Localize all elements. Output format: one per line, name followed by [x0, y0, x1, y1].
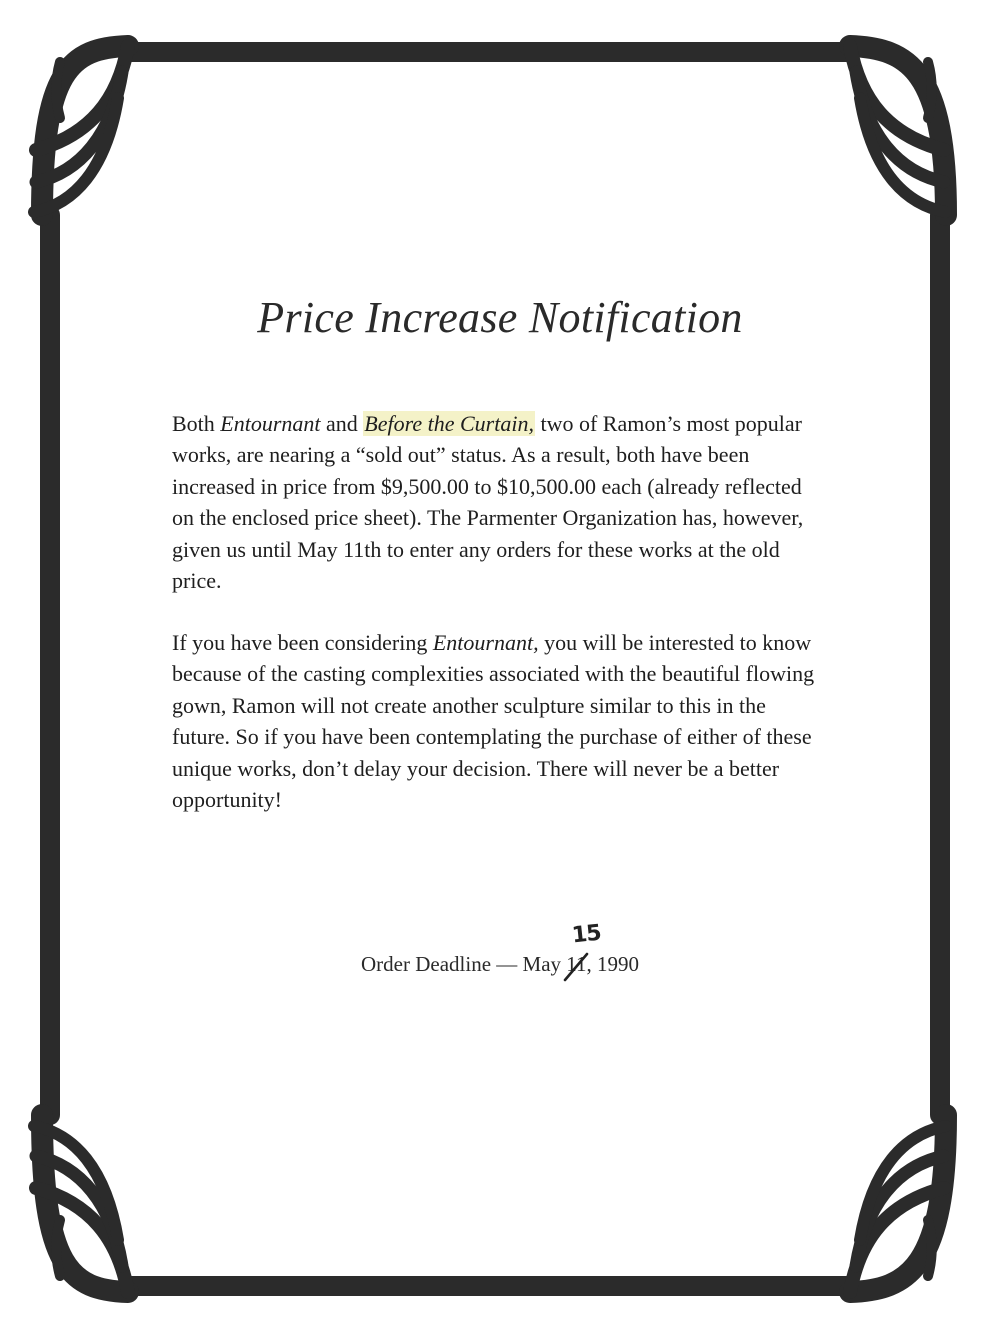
ornament-top-right — [850, 46, 946, 215]
para2-text-1: If you have been considering — [172, 630, 433, 655]
para2-text-2: you will be interested to know because of the casting complexities associated with the beautiful flowing gown, Ramon will not create another sculpture similar to this in the future. So if you have been contemplating the purchase of either of these unique works, don’t delay your decision. There will never be a better opportunity! — [172, 630, 815, 813]
work-title-entournant: Entournant — [220, 411, 321, 436]
ornament-top-left — [34, 46, 128, 215]
handwritten-strikethrough — [563, 952, 589, 982]
deadline-original-day-text: 11 — [566, 952, 587, 976]
para1-text-2: and — [320, 411, 364, 436]
ornament-bottom-left — [34, 1115, 128, 1292]
work-title-before-the-curtain: Before the Curtain, — [364, 411, 534, 436]
deadline-label: Order Deadline — May — [361, 952, 567, 976]
deadline-original-day — [566, 920, 603, 977]
deadline-year: , 1990 — [586, 952, 639, 976]
paragraph-price-increase — [172, 408, 822, 596]
paragraph-entournant-note — [172, 627, 822, 815]
para1-text-1: Both — [172, 411, 221, 436]
handwritten-correction-day: 15 — [571, 920, 603, 949]
para1-text-3: two of Ramon’s most popular works, are nearing a “sold out” status. As a result, both have been increased in price from $9,500.00 to $10,500.00 each (already reflected on the enclosed price sheet). The Parmenter Organization has, however, given us until May 11th to enter any orders for these works at the old price. — [172, 411, 804, 594]
work-title-entournant-2: Entournant, — [432, 630, 539, 655]
order-deadline — [0, 920, 1000, 977]
page-title: Price Increase Notification — [257, 293, 743, 342]
ornament-bottom-right — [850, 1115, 946, 1292]
